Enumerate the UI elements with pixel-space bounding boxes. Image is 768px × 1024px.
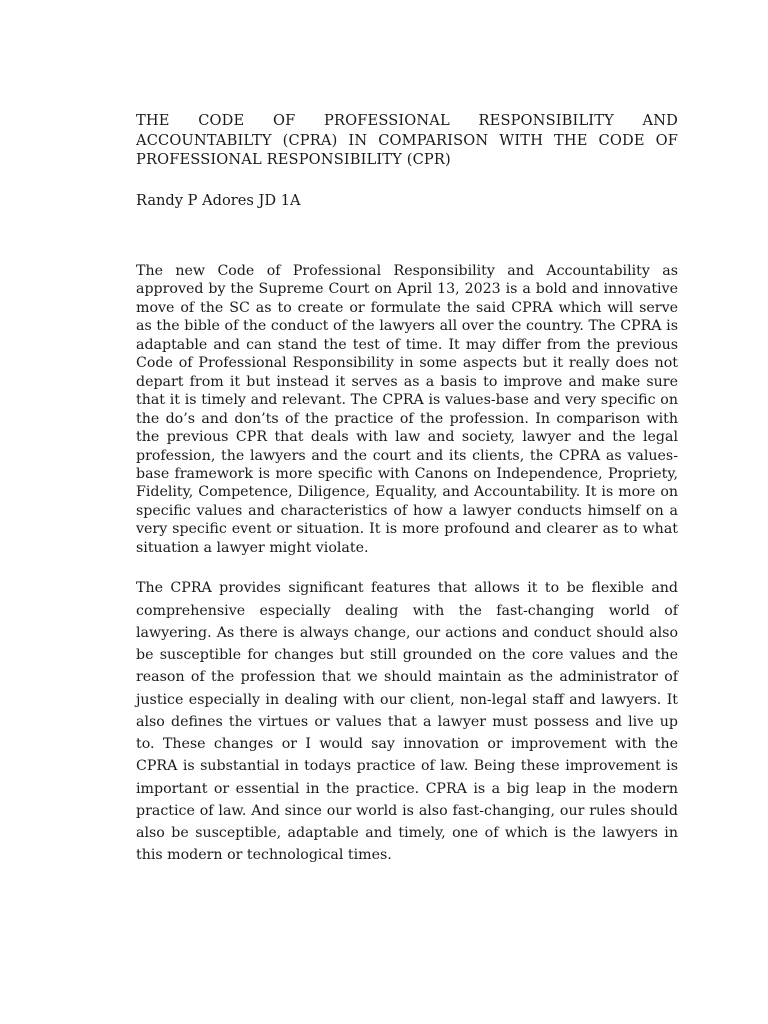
document-author: Randy P Adores JD 1A	[136, 191, 301, 209]
document-title: THE CODE OF PROFESSIONAL RESPONSIBILITY AND ACCOUNTABILTY (CPRA) IN COMPARISON WITH THE CODE OF PROFESSIONAL RESPONSIBILITY (CPR)	[136, 112, 678, 168]
document-page	[136, 111, 678, 867]
body-paragraph-2: The CPRA provides significant features that allows it to be flexible and comprehensive especially dealing with the fast-changing world of lawyering. As there is always change, our actions and conduct should also be susceptible for changes but still grounded on the core values and the reason of the profession that we should maintain as the administrator of justice especially in dealing with our client, non-legal staff and lawyers. It also defines the virtues or values that a lawyer must possess and live up to. These changes or I would say innovation or improvement with the CPRA is substantial in todays practice of law. Being these improvement is important or essential in the practice. CPRA is a big leap in the modern practice of law. And since our world is also fast-changing, our rules should also be susceptible, adaptable and timely, one of which is the lawyers in this modern or technological times.	[136, 580, 678, 864]
body-paragraph-1: The new Code of Professional Responsibility and Accountability as approved by the Supreme Court on April 13, 2023 is a bold and innovative move of the SC as to create or formulate the said CPRA which will serve as the bible of the conduct of the lawyers all over the country. The CPRA is adaptable and can stand the test of time. It may differ from the previous Code of Professional Responsibility in some aspects but it really does not depart from it but instead it serves as a basis to improve and make sure that it is timely and relevant. The CPRA is values-base and very specific on the do’s and don’ts of the practice of the profession. In comparison with the previous CPR that deals with law and society, lawyer and the legal profession, the lawyers and the court and its clients, the CPRA as values-base framework is more specific with Canons on Independence, Propriety, Fidelity, Competence, Diligence, Equality, and Accountability. It is more on specific values and characteristics of how a lawyer conducts himself on a very specific event or situation. It is more profound and clearer as to what situation a lawyer might violate.	[136, 263, 678, 556]
